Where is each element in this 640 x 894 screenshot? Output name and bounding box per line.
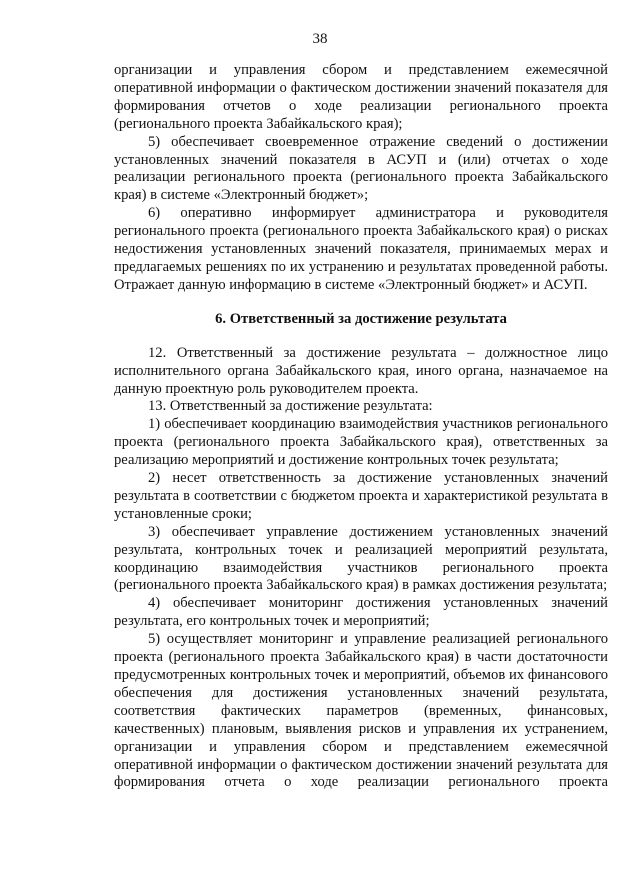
- paragraph-continuation: организации и управления сбором и представлением ежемесячной оперативной информации о фактическом достижении значений показателя для формирования отчетов о ходе реализации регионального проекта (регионального проекта Забайкальского края);: [114, 62, 608, 132]
- section-title: 6. Ответственный за достижение результата: [215, 310, 507, 327]
- paragraph-item-1: 1) обеспечивает координацию взаимодействия участников регионального проекта (регионального проекта Забайкальского края), ответственных за реализацию мероприятий и достижение контрольных точек результата;: [114, 416, 608, 469]
- paragraph-item-3: 3) обеспечивает управление достижением установленных значений результата, контрольных точек и реализацией мероприятий результата, координацию взаимодействия участников регионального проекта (регионального проекта Забайкальского края) в рамках достижения результата;: [114, 523, 608, 594]
- paragraph-item-5: 5) осуществляет мониторинг и управление реализацией регионального проекта (регионального проекта Забайкальского края) в части достаточности предусмотренных контрольных точек и мероприятий, объемов их финансового обеспечения для достижения установленных значений результата, соответствия фактических параметров (временных, финансовых, качественных) плановым, выявления рисков и управления их устранением, организации и управления сбором и представлением ежемесячной оперативной информации о фактическом достижении значений результата для формирования отчета о ходе реализации регионального проекта: [114, 631, 608, 791]
- paragraph-item-4: 4) обеспечивает мониторинг достижения установленных значений результата, его контрольных точек и мероприятий;: [114, 595, 608, 630]
- page-number: 38: [312, 31, 328, 47]
- paragraph-13: 13. Ответственный за достижение результата:: [148, 398, 433, 415]
- paragraph-item-2: 2) несет ответственность за достижение установленных значений результата в соответствии с бюджетом проекта и характеристикой результата в установленные сроки;: [114, 470, 608, 522]
- paragraph-item-5-indicator: 5) обеспечивает своевременное отражение сведений о достижении установленных значений показателя в АСУП и (или) отчетах о ходе реализации регионального проекта (регионального проекта Забайкальского края) в системе «Электронный бюджет»;: [114, 133, 608, 204]
- paragraph-12: 12. Ответственный за достижение результата – должностное лицо исполнительного органа Забайкальского края, иного органа, назначаемое на данную проектную роль руководителем проекта.: [114, 344, 608, 397]
- document-body: [114, 62, 608, 792]
- paragraph-item-6-indicator: 6) оперативно информирует администратора и руководителя регионального проекта (регионального проекта Забайкальского края) о рисках недостижения установленных значений показателя, принимаемых мерах и предлагаемых решениях по их устранению и результатах проведенной работы. Отражает данную информацию в системе «Электронный бюджет» и АСУП.: [114, 205, 608, 293]
